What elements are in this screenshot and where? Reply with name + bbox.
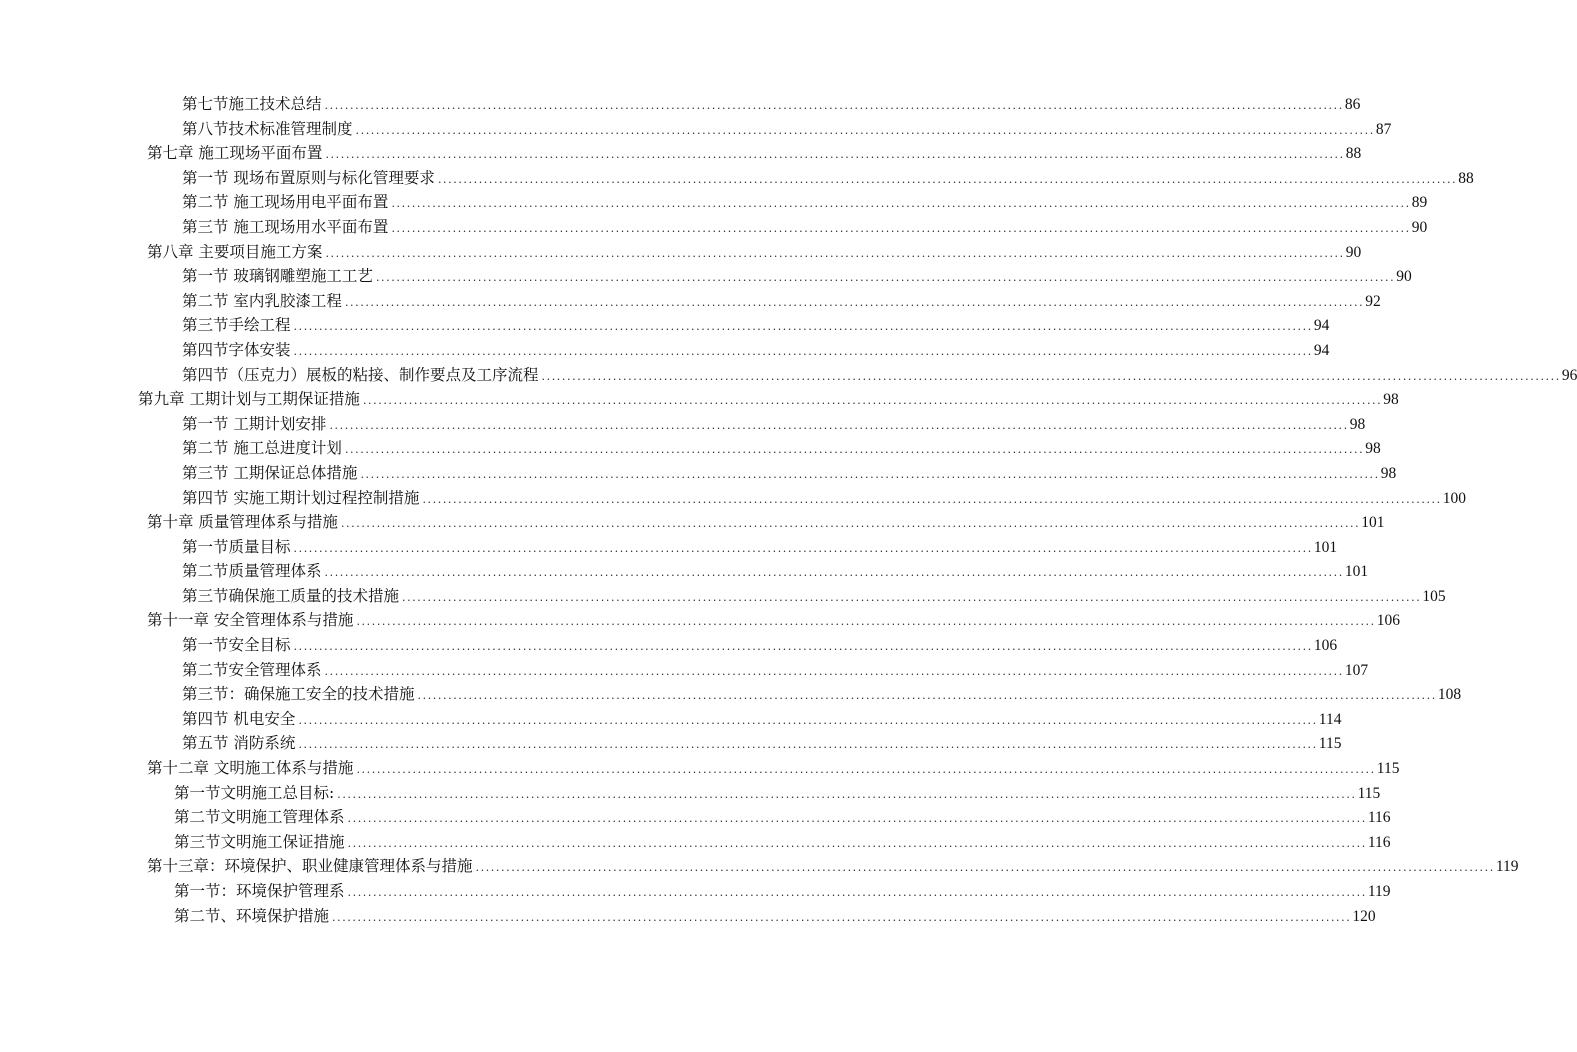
toc-leader-dots: ........................................................................................................................................................................................................ [360,467,1380,481]
toc-entry-page-number: 100 [1442,489,1467,507]
toc-entry[interactable] [0,658,1369,683]
toc-entry[interactable] [0,633,1338,658]
toc-leader-dots: ........................................................................................................................................................................................................ [293,541,1313,555]
toc-entry-title: 第三节文明施工保证措施 [174,832,345,851]
toc-entry-title: 第九章 工期计划与工期保证措施 [138,390,360,409]
toc-entry-page-number: 88 [1345,145,1362,163]
toc-entry-title: 第二节安全管理体系 [182,660,322,679]
toc-entry-title: 第一节 现场布置原则与标化管理要求 [182,168,435,187]
toc-entry-page-number: 119 [1367,883,1391,900]
toc-leader-dots: ........................................................................................................................................................................................................ [356,615,1376,629]
toc-leader-dots: ........................................................................................................................................................................................................ [344,295,1365,309]
toc-leader-dots: ........................................................................................................................................................................................................ [356,763,1376,777]
toc-leader-dots: ........................................................................................................................................................................................................ [437,172,1458,186]
toc-entry-page-number: 115 [1357,784,1381,802]
toc-entry-title: 第十二章 文明施工体系与措施 [147,759,354,778]
toc-leader-dots: ........................................................................................................................................................................................................ [402,590,1422,604]
toc-entry-title: 第四节 实施工期计划过程控制措施 [182,488,420,507]
toc-leader-dots: ........................................................................................................................................................................................................ [337,787,1357,801]
toc-entry-title: 第三节 工期保证总体措施 [182,463,358,482]
table-of-contents [0,92,1577,928]
toc-entry[interactable] [0,166,1474,191]
toc-entry-page-number: 90 [1345,243,1362,261]
toc-entry-page-number: 120 [1352,907,1376,925]
toc-entry-page-number: 88 [1458,169,1474,187]
toc-entry-title: 第三节 施工现场用水平面布置 [182,217,389,236]
toc-entry[interactable] [0,854,1519,879]
toc-entry-page-number: 96 [1561,366,1577,384]
toc-leader-dots: ........................................................................................................................................................................................................ [298,738,1318,752]
toc-leader-dots: ........................................................................................................................................................................................................ [541,369,1561,383]
toc-entry[interactable] [0,731,1342,756]
toc-leader-dots: ........................................................................................................................................................................................................ [324,664,1344,678]
toc-entry[interactable] [0,363,1577,388]
toc-entry-page-number: 115 [1376,760,1400,778]
toc-leader-dots: ........................................................................................................................................................................................................ [298,713,1318,727]
toc-entry-title: 第七章 施工现场平面布置 [147,144,323,163]
toc-leader-dots: ........................................................................................................................................................................................................ [324,566,1344,580]
toc-leader-dots: ........................................................................................................................................................................................................ [325,148,1345,162]
toc-entry[interactable] [0,608,1401,633]
toc-entry-page-number: 89 [1411,194,1428,212]
toc-entry[interactable] [0,781,1381,806]
toc-entry-page-number: 115 [1318,735,1342,753]
toc-entry-page-number: 105 [1422,587,1446,605]
toc-entry-title: 第二节 施工现场用电平面布置 [182,193,389,212]
toc-entry[interactable] [0,707,1342,732]
toc-entry-title: 第三节确保施工质量的技术措施 [182,586,400,605]
toc-entry-page-number: 116 [1367,809,1391,827]
toc-entry-page-number: 106 [1313,637,1338,655]
toc-entry-title: 第一节 玻璃钢雕塑施工工艺 [182,267,373,286]
toc-entry-page-number: 92 [1365,292,1381,310]
toc-leader-dots: ........................................................................................................................................................................................................ [344,443,1365,457]
toc-leader-dots: ........................................................................................................................................................................................................ [391,221,1411,235]
toc-leader-dots: ........................................................................................................................................................................................................ [325,246,1345,260]
toc-entry-page-number: 87 [1375,120,1392,138]
toc-entry-page-number: 101 [1361,514,1385,532]
toc-leader-dots: ........................................................................................................................................................................................................ [293,640,1313,654]
toc-entry-title: 第一节安全目标 [182,636,291,655]
toc-entry-page-number: 90 [1411,218,1428,236]
toc-entry-title: 第三节手绘工程 [182,316,291,335]
toc-entry-title: 第四节 机电安全 [182,709,296,728]
toc-entry-title: 第三节：确保施工安全的技术措施 [182,685,415,704]
toc-entry-page-number: 116 [1367,833,1391,851]
toc-entry[interactable] [0,387,1399,412]
toc-entry-title: 第八节技术标准管理制度 [182,119,353,138]
toc-entry[interactable] [0,141,1362,166]
toc-entry[interactable] [0,92,1361,117]
toc-entry[interactable] [0,756,1400,781]
toc-leader-dots: ........................................................................................................................................................................................................ [329,418,1349,432]
toc-entry[interactable] [0,904,1376,929]
toc-leader-dots: ........................................................................................................................................................................................................ [375,271,1396,285]
toc-entry[interactable] [0,510,1385,535]
toc-entry-title: 第八章 主要项目施工方案 [147,242,323,261]
toc-leader-dots: ........................................................................................................................................................................................................ [391,197,1411,211]
toc-entry[interactable] [0,240,1362,265]
toc-entry-title: 第一节 工期计划安排 [182,414,327,433]
toc-entry-title: 第一节质量目标 [182,537,291,556]
toc-entry[interactable] [0,436,1381,461]
toc-entry[interactable] [0,412,1366,437]
toc-entry[interactable] [0,461,1397,486]
toc-entry-page-number: 119 [1495,858,1519,876]
toc-entry[interactable] [0,682,1462,707]
toc-entry-page-number: 98 [1383,391,1399,409]
toc-entry-title: 第一节文明施工总目标: [174,783,335,802]
toc-entry-title: 第五节 消防系统 [182,734,296,753]
toc-entry-title: 第十章 质量管理体系与措施 [147,513,338,532]
toc-leader-dots: ........................................................................................................................................................................................................ [324,99,1344,112]
toc-entry-page-number: 101 [1344,563,1369,581]
toc-entry-page-number: 98 [1365,440,1381,458]
toc-entry-page-number: 101 [1313,538,1338,556]
toc-entry-title: 第四节字体安装 [182,340,291,359]
toc-leader-dots: ........................................................................................................................................................................................................ [355,123,1375,137]
toc-entry[interactable] [0,535,1338,560]
toc-entry[interactable] [0,559,1369,584]
toc-entry-title: 第十三章：环境保护、职业健康管理体系与措施 [147,857,473,876]
toc-leader-dots: ........................................................................................................................................................................................................ [340,517,1361,531]
toc-entry-title: 第二节 施工总进度计划 [182,439,342,458]
toc-entry[interactable] [0,805,1391,830]
toc-entry[interactable] [0,117,1392,142]
toc-entry[interactable] [0,486,1467,511]
toc-leader-dots: ........................................................................................................................................................................................................ [475,861,1495,875]
toc-leader-dots: ........................................................................................................................................................................................................ [422,492,1442,506]
toc-entry-page-number: 98 [1380,464,1397,482]
toc-entry-page-number: 86 [1344,96,1361,113]
toc-entry[interactable] [0,338,1330,363]
toc-leader-dots: ........................................................................................................................................................................................................ [417,689,1437,703]
toc-entry-title: 第一节：环境保护管理系 [174,882,345,900]
toc-entry-page-number: 114 [1318,710,1342,728]
toc-entry-title: 第二节质量管理体系 [182,562,322,581]
toc-leader-dots: ........................................................................................................................................................................................................ [293,344,1313,358]
toc-entry[interactable] [0,584,1446,609]
toc-entry-page-number: 108 [1437,686,1462,704]
toc-entry-title: 第二节文明施工管理体系 [174,808,345,827]
toc-entry-page-number: 90 [1396,268,1412,286]
toc-entry[interactable] [0,289,1381,314]
toc-entry[interactable] [0,879,1391,904]
toc-entry-page-number: 106 [1376,612,1401,630]
toc-entry-title: 第四节（压克力）展板的粘接、制作要点及工序流程 [182,365,539,384]
toc-entry[interactable] [0,215,1428,240]
toc-leader-dots: ........................................................................................................................................................................................................ [347,812,1367,826]
toc-entry-page-number: 94 [1313,341,1330,359]
toc-entry-page-number: 107 [1344,661,1369,679]
toc-leader-dots: ........................................................................................................................................................................................................ [347,886,1367,899]
toc-leader-dots: ........................................................................................................................................................................................................ [362,394,1383,408]
toc-entry-title: 第二节、环境保护措施 [174,906,330,925]
toc-entry-page-number: 98 [1349,415,1366,433]
toc-entry[interactable] [0,190,1428,215]
toc-entry[interactable] [0,264,1412,289]
toc-entry-title: 第十一章 安全管理体系与措施 [147,611,354,630]
toc-entry[interactable] [0,830,1391,855]
toc-entry-page-number: 94 [1313,317,1330,335]
toc-entry-title: 第七节施工技术总结 [182,95,322,113]
toc-leader-dots: ........................................................................................................................................................................................................ [347,836,1367,850]
toc-entry-title: 第二节 室内乳胶漆工程 [182,291,342,310]
toc-entry[interactable] [0,313,1330,338]
toc-leader-dots: ........................................................................................................................................................................................................ [332,910,1352,924]
toc-leader-dots: ........................................................................................................................................................................................................ [293,320,1313,334]
